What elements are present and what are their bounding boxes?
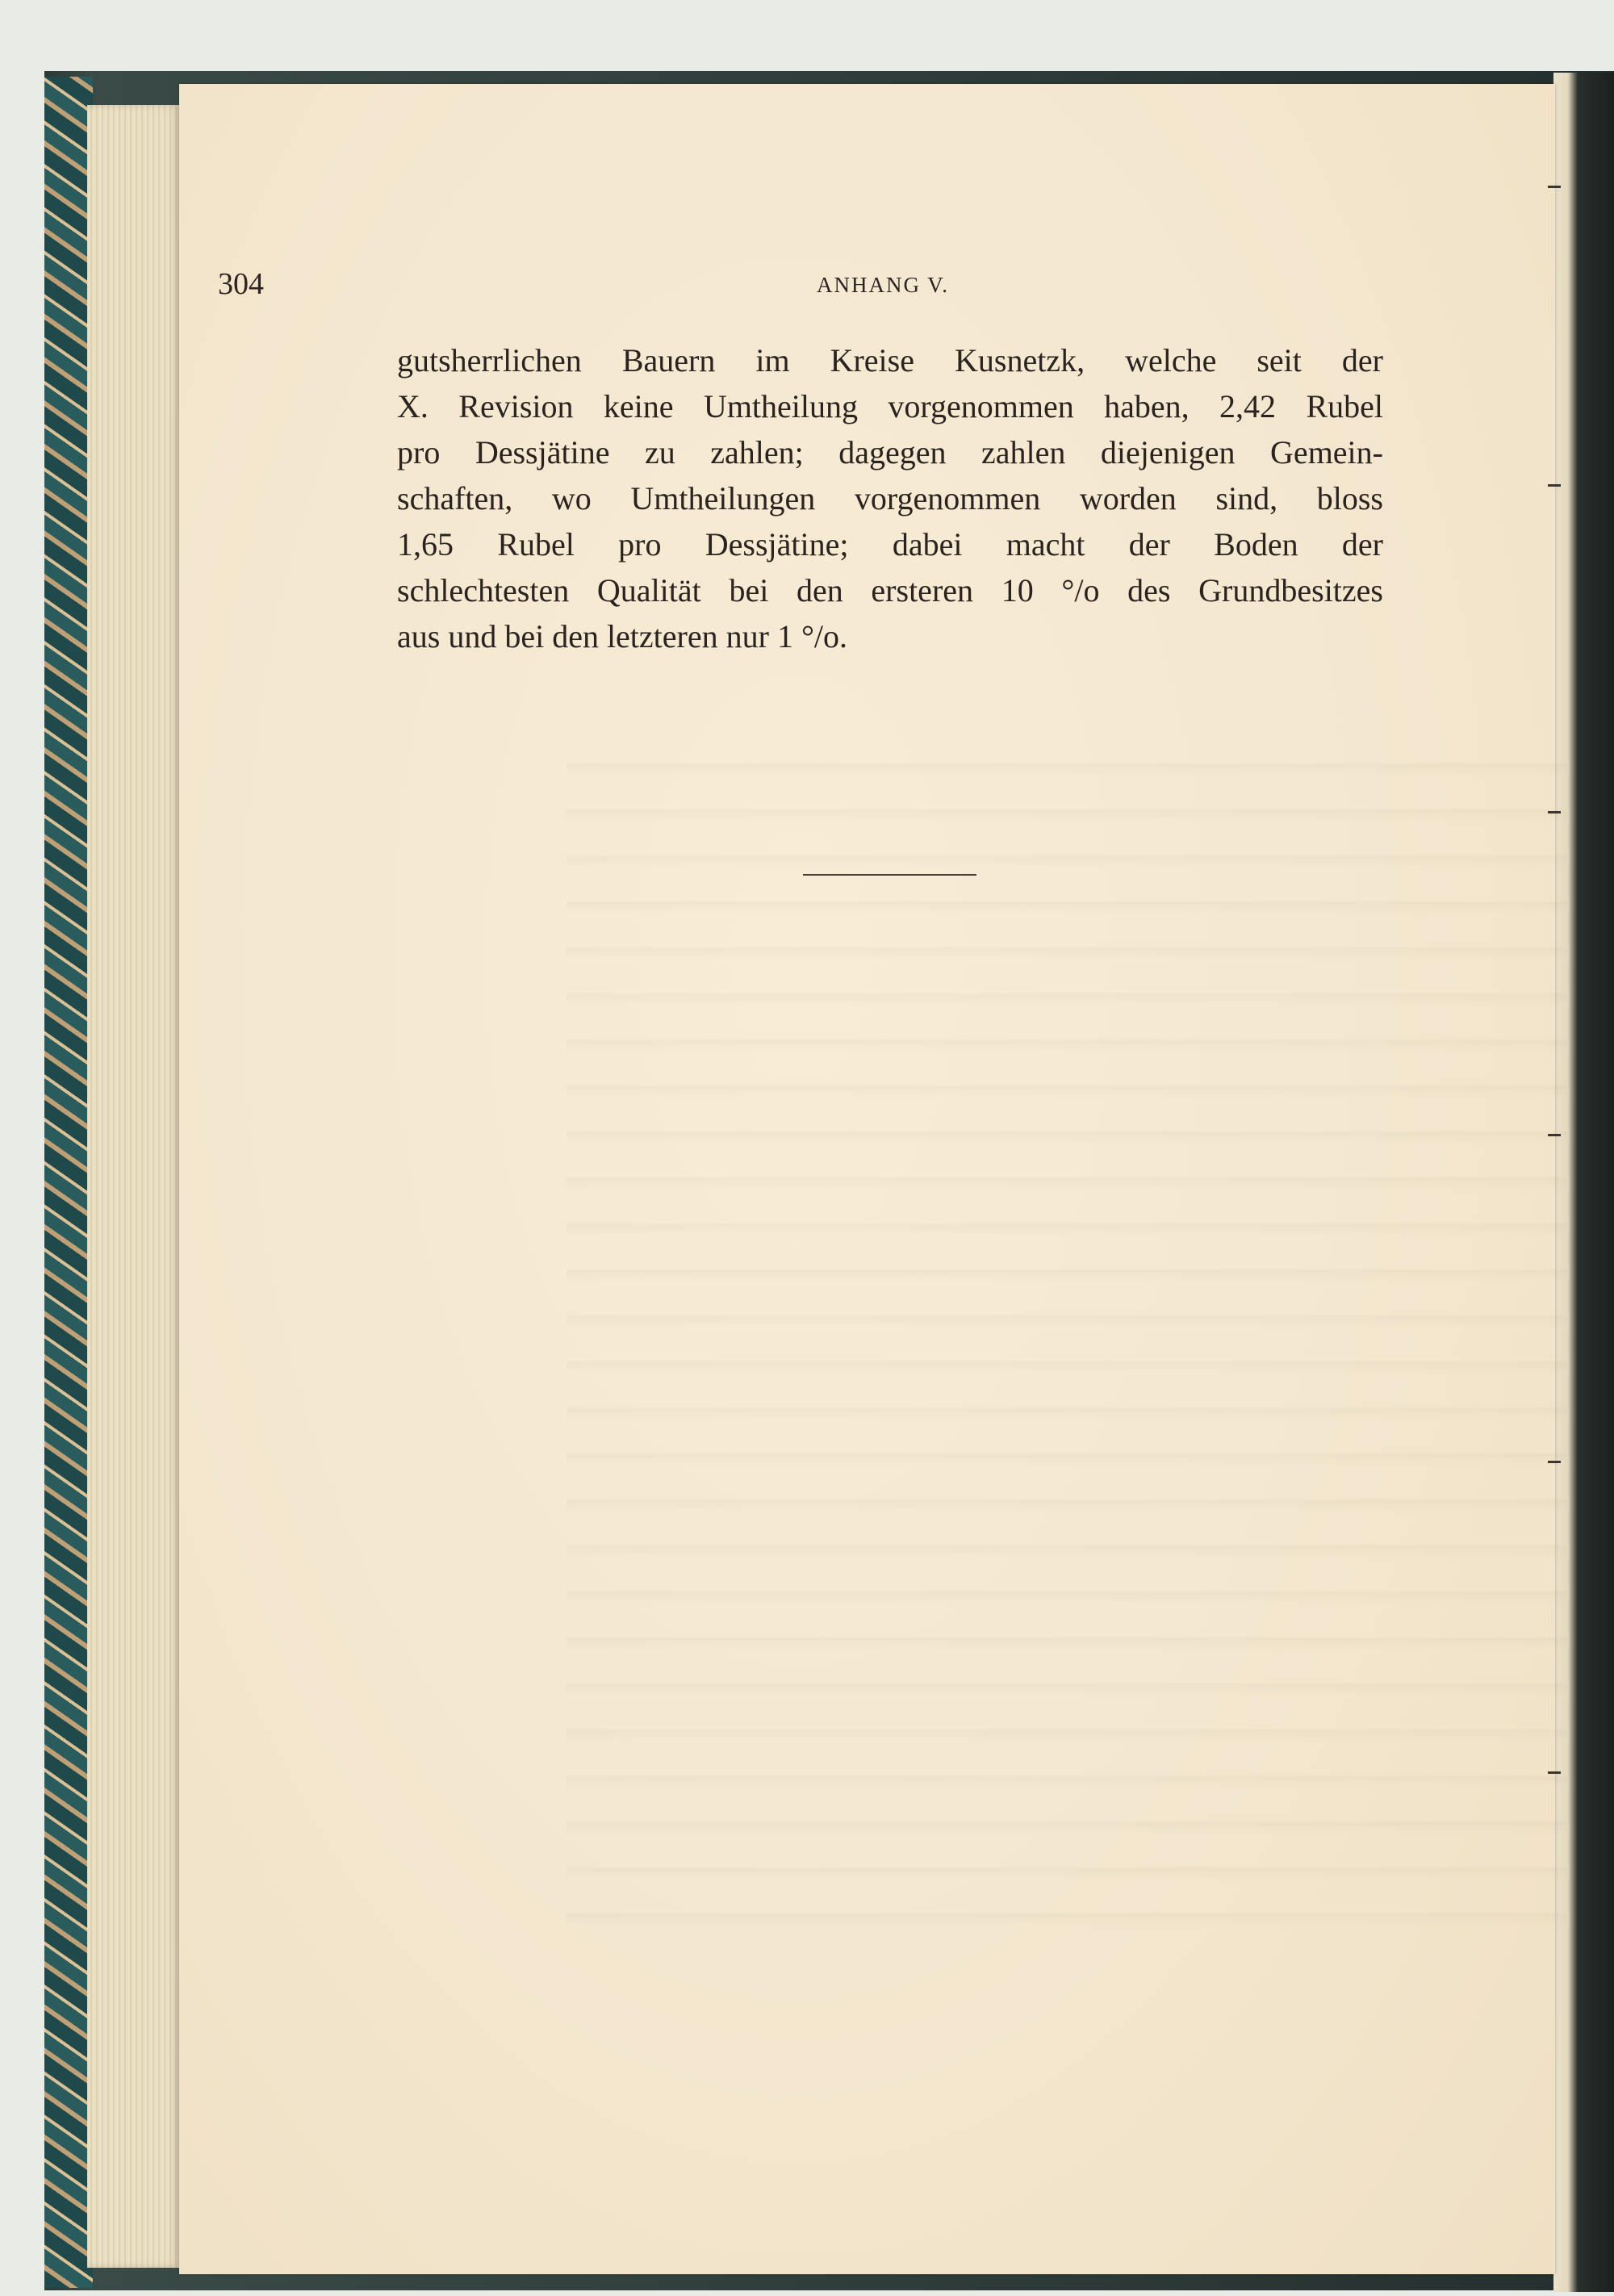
text-line: pro Dessjätine zu zahlen; dagegen zahlen diejenigen Gemein- [397,434,1383,470]
binding-thread [1548,1461,1561,1463]
page-number: 304 [218,267,264,301]
text-line: 1,65 Rubel pro Dessjätine; dabei macht der Boden der [397,526,1383,562]
binding-thread [1548,1771,1561,1774]
text-line: gutsherrlichen Bauern im Kreise Kusnetzk, welche seit der [397,342,1383,378]
body-paragraph [397,337,1383,659]
page-edges [87,105,180,2268]
text-line: aus und bei den letzteren nur 1 °/o. [397,618,848,655]
text-line: schlechtesten Qualität bei den ersteren 10 °/o des Grundbesitzes [397,572,1383,609]
binding-thread [1548,186,1561,188]
binding-thread [1548,1134,1561,1136]
bleed-through [567,730,1567,1940]
binding-thread [1548,811,1561,813]
marbled-board [44,77,93,2288]
running-title: ANHANG V. [817,273,950,297]
text-line: schaften, wo Umtheilungen vorgenommen worden sind, bloss [397,480,1383,516]
section-end-rule [803,874,976,876]
text-line: X. Revision keine Umtheilung vorgenommen haben, 2,42 Rubel [397,388,1383,424]
binding-thread [1548,484,1561,487]
